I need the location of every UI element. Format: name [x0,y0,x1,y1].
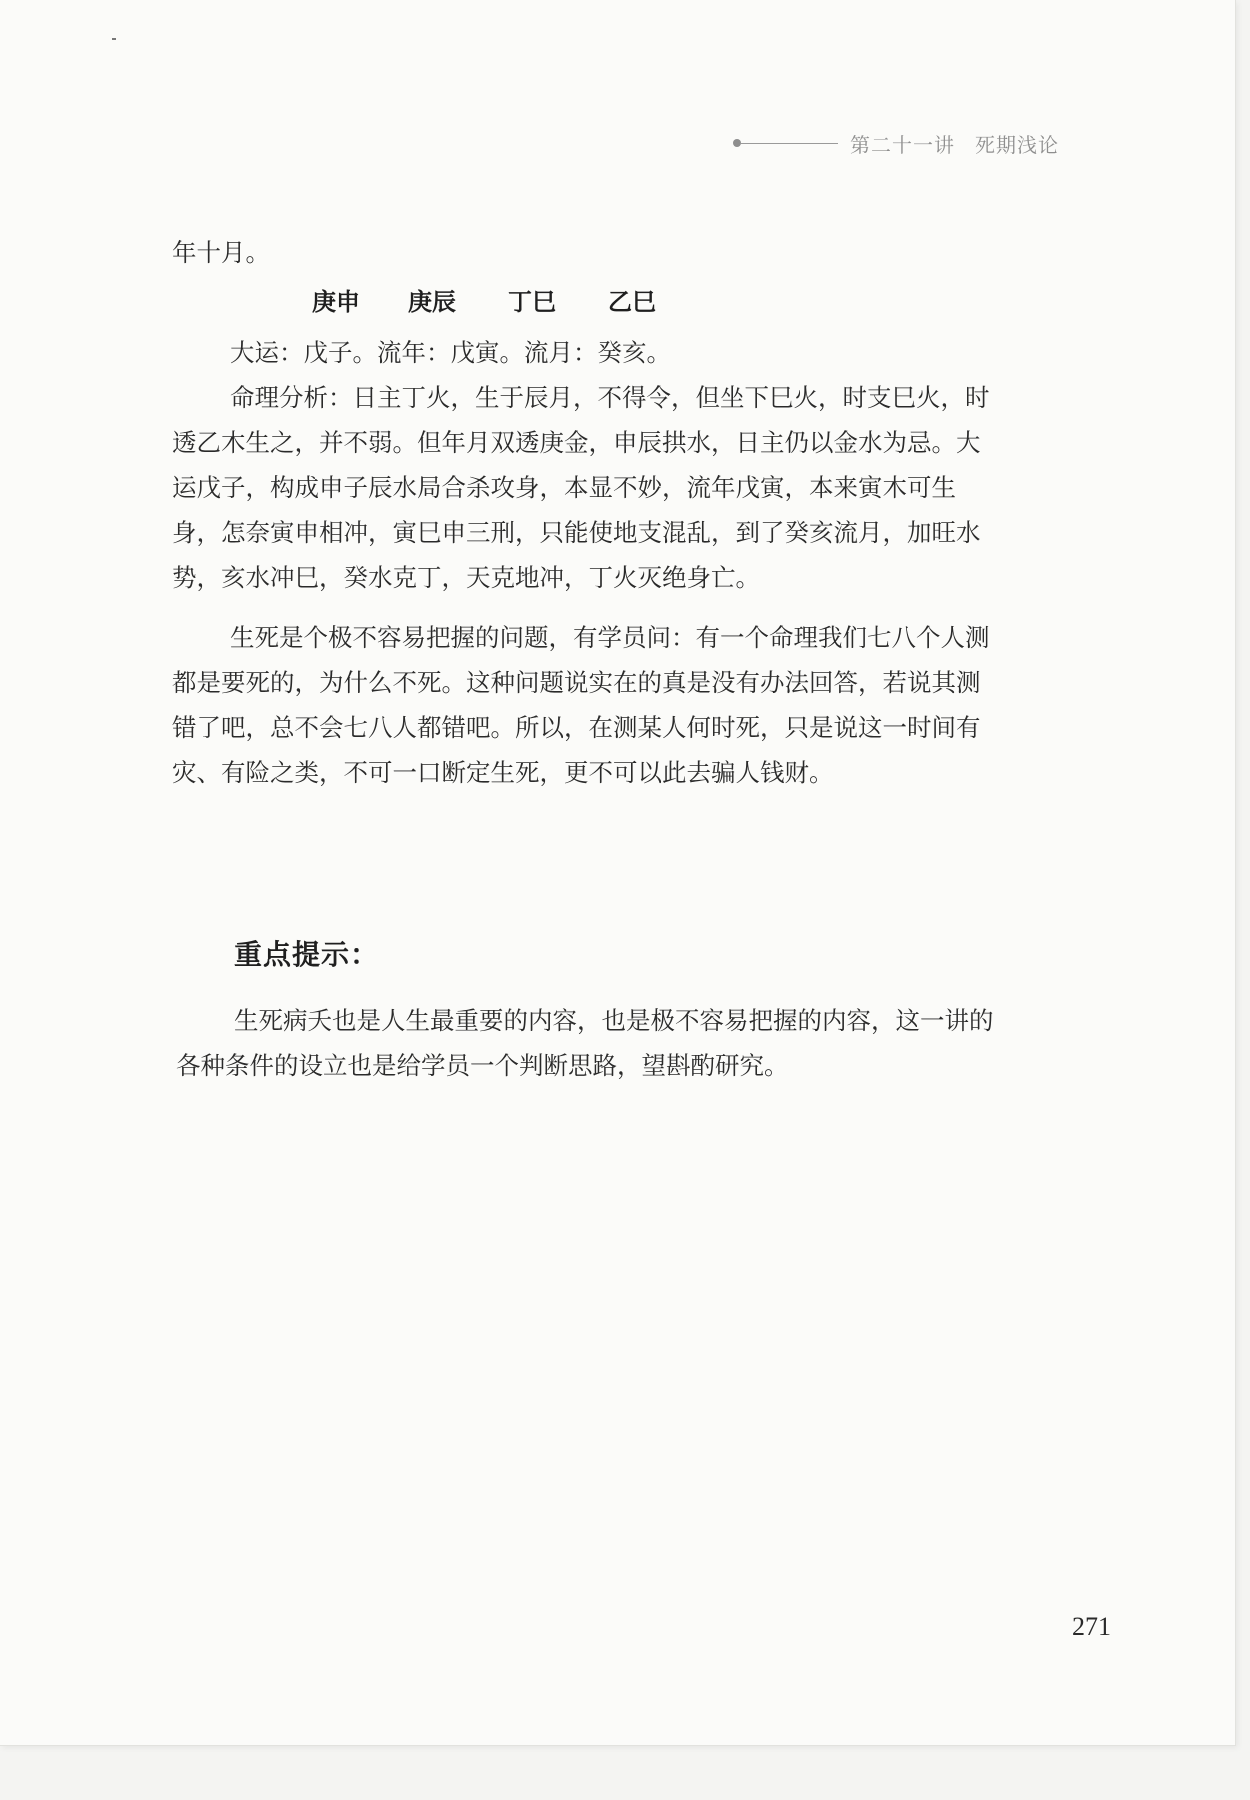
lead-line: 年十月。 [172,238,270,267]
analysis-line: 运戊子，构成申子辰水局合杀攻身，本显不妙，流年戊寅，本来寅木可生 [172,473,956,502]
header-lecture: 第二十一讲 [850,132,955,157]
header-bullet-icon [733,139,741,147]
four-pillars [312,282,656,317]
page-number: 271 [1072,1612,1111,1641]
key-points-heading: 重点提示： [234,938,380,971]
pillar-hour: 乙巳 [608,288,656,316]
death-line: 错了吧，总不会七八人都错吧。所以，在测某人何时死，只是说这一时间有 [172,713,981,742]
key-points-line: 生死病夭也是人生最重要的内容，也是极不容易把握的内容，这一讲的 [234,1006,994,1035]
death-line: 都是要死的，为什么不死。这种问题说实在的真是没有办法回答，若说其测 [172,668,981,697]
death-line: 灾、有险之类，不可一口断定生死，更不可以此去骗人钱财。 [172,758,834,787]
pillar-year: 庚申 [312,288,360,316]
key-points-paragraph [176,998,1111,1088]
header-title: 死期浅论 [975,132,1059,157]
pillar-month: 庚辰 [408,288,456,316]
header-rule [741,143,838,144]
death-line: 生死是个极不容易把握的问题，有学员问：有一个命理我们七八个人测 [230,623,990,652]
key-points-line: 各种条件的设立也是给学员一个判断思路，望斟酌研究。 [176,1051,789,1080]
luck-paragraph [172,330,1107,375]
analysis-paragraph [172,375,1107,600]
luck-line: 大运：戊子。流年：戊寅。流月：癸亥。 [230,338,671,367]
death-paragraph [172,615,1107,795]
scan-speck [112,38,116,40]
analysis-line: 透乙木生之，并不弱。但年月双透庚金，申辰拱水，日主仍以金水为忌。大 [172,428,981,457]
running-header [733,130,1095,156]
analysis-line: 身，怎奈寅申相冲，寅巳申三刑，只能使地支混乱，到了癸亥流月，加旺水 [172,518,981,547]
pillar-day: 丁巳 [508,288,556,316]
analysis-line: 命理分析：日主丁火，生于辰月，不得令，但坐下巳火，时支巳火，时 [230,383,990,412]
analysis-line: 势，亥水冲巳，癸水克丁，天克地冲，丁火灭绝身亡。 [172,563,760,592]
